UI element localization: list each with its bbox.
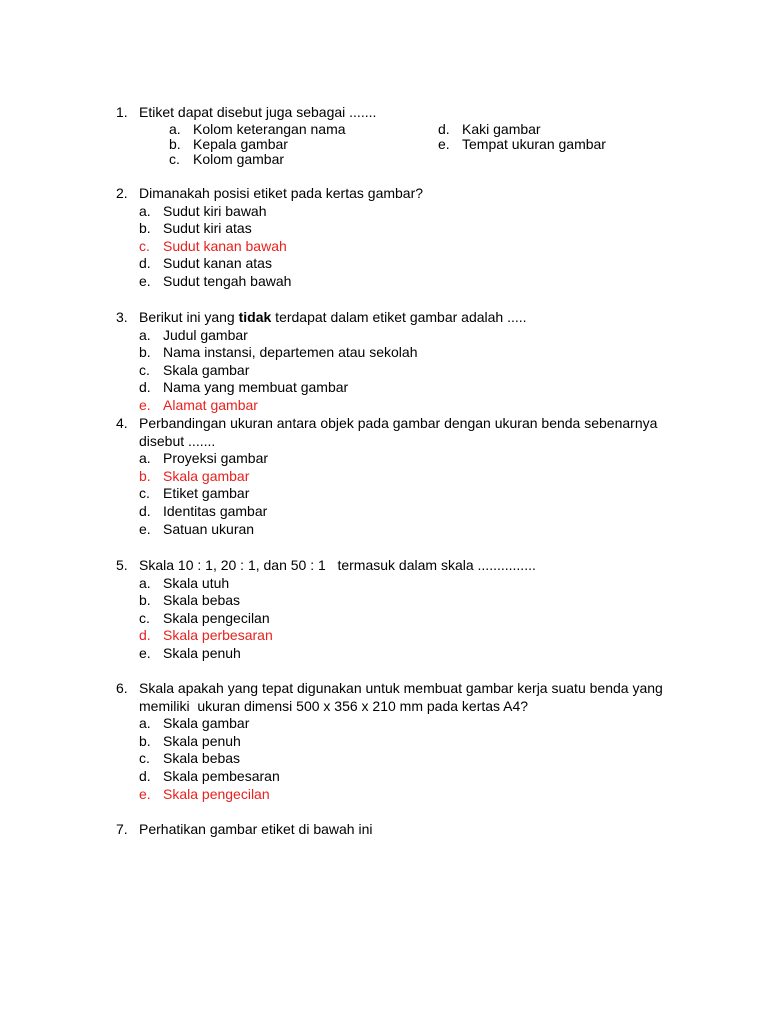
option-text: Skala pengecilan (163, 609, 270, 626)
option-text: Satuan ukuran (163, 520, 255, 537)
option-text: Etiket gambar (163, 485, 250, 502)
question-number: 6. (116, 680, 128, 696)
option-item (438, 122, 606, 137)
option-item (139, 203, 716, 221)
option-text: Sudut kiri bawah (163, 202, 267, 219)
option-letter: d. (438, 120, 450, 137)
option-item-correct (139, 786, 716, 804)
question-number: 2. (116, 185, 128, 201)
option-letter: b. (169, 135, 181, 152)
option-letter: d. (139, 627, 151, 644)
question-5 (116, 557, 716, 663)
option-item (139, 255, 716, 273)
question-text-line: Perbandingan ukuran antara objek pada gambar dengan ukuran benda sebenarnya (139, 415, 658, 431)
option-letter: c. (139, 361, 150, 378)
question-text: Perhatikan gambar etiket di bawah ini (139, 821, 373, 837)
option-letter: e. (139, 520, 151, 537)
question-text (139, 415, 716, 450)
option-text: Skala penuh (163, 644, 241, 661)
option-letter: e. (139, 644, 151, 661)
option-item (139, 715, 716, 733)
option-item (139, 485, 716, 503)
option-text: Sudut tengah bawah (163, 272, 292, 289)
question-number: 4. (116, 415, 128, 431)
option-text: Skala penuh (163, 732, 241, 749)
option-item (139, 220, 716, 238)
option-text: Nama yang membuat gambar (163, 379, 349, 396)
option-letter: d. (139, 767, 151, 784)
option-text: Skala utuh (163, 574, 230, 591)
option-text: Skala bebas (163, 750, 241, 767)
option-item (139, 768, 716, 786)
option-letter: c. (139, 485, 150, 502)
option-letter: a. (139, 715, 151, 732)
question-text-line: memiliki ukuran dimensi 500 x 356 x 210 mm pada kertas A4? (139, 697, 529, 714)
question-text: Dimanakah posisi etiket pada kertas gambar? (139, 185, 424, 201)
option-letter: a. (139, 326, 151, 343)
option-item (438, 137, 606, 152)
option-letter: e. (139, 272, 151, 289)
option-item-correct (139, 627, 716, 645)
question-text-line: Skala apakah yang tepat digunakan untuk membuat gambar kerja suatu benda yang (139, 680, 663, 696)
option-text: Skala bebas (163, 592, 241, 609)
option-item (139, 503, 716, 521)
option-text: Kolom keterangan nama (193, 120, 346, 137)
option-item (139, 344, 716, 362)
option-list (139, 715, 716, 803)
question-text-part: terdapat dalam etiket gambar adalah ..... (271, 309, 527, 325)
option-letter: e. (139, 785, 151, 802)
option-letter: b. (139, 344, 151, 361)
option-letter: b. (139, 592, 151, 609)
option-letter: a. (139, 450, 151, 467)
question-text-emphasis: tidak (238, 309, 272, 325)
option-letter: e. (438, 135, 450, 152)
question-6 (116, 680, 716, 803)
option-list (139, 327, 716, 415)
option-letter: c. (139, 609, 150, 626)
option-text: Skala gambar (163, 467, 250, 484)
option-item (139, 450, 716, 468)
option-text: Skala gambar (163, 361, 250, 378)
option-text: Skala pengecilan (163, 785, 270, 802)
option-list (139, 203, 716, 291)
question-7 (116, 821, 716, 839)
option-text: Alamat gambar (163, 396, 258, 413)
question-number: 7. (116, 821, 128, 837)
option-letter: c. (169, 151, 180, 168)
question-text (139, 309, 716, 327)
option-text: Nama instansi, departemen atau sekolah (163, 344, 418, 361)
option-item-correct (139, 238, 716, 256)
option-item-correct (139, 468, 716, 486)
option-letter: d. (139, 379, 151, 396)
option-column-right (438, 122, 606, 153)
option-text: Proyeksi gambar (163, 450, 269, 467)
option-letter: a. (139, 574, 151, 591)
option-letter: b. (139, 732, 151, 749)
option-item (139, 645, 716, 663)
option-text: Kaki gambar (462, 120, 541, 137)
option-item (139, 575, 716, 593)
option-item (139, 327, 716, 345)
option-letter: b. (139, 220, 151, 237)
option-letter: c. (139, 750, 150, 767)
option-item (139, 521, 716, 539)
option-letter: d. (139, 502, 151, 519)
question-3 (116, 309, 716, 415)
option-item (139, 610, 716, 628)
option-text: Sudut kanan bawah (163, 237, 287, 254)
option-item (139, 273, 716, 291)
option-item (169, 122, 346, 137)
option-text: Kolom gambar (193, 151, 285, 168)
option-letter: a. (169, 120, 181, 137)
option-column-left (169, 122, 346, 168)
option-text: Tempat ukuran gambar (462, 135, 606, 152)
option-list (116, 122, 716, 175)
option-text: Kepala gambar (193, 135, 288, 152)
option-letter: c. (139, 237, 150, 254)
question-2 (116, 185, 716, 291)
question-number: 5. (116, 557, 128, 573)
question-text-part: Berikut ini yang (139, 309, 239, 325)
option-list (139, 575, 716, 663)
question-text: Skala 10 : 1, 20 : 1, dan 50 : 1 termasuk dalam skala ............... (139, 557, 536, 573)
question-number: 3. (116, 309, 128, 325)
option-letter: a. (139, 202, 151, 219)
option-item (139, 379, 716, 397)
option-letter: e. (139, 396, 151, 413)
option-item (139, 750, 716, 768)
question-text (139, 680, 716, 715)
option-text: Sudut kiri atas (163, 220, 252, 237)
question-number: 1. (116, 104, 128, 120)
option-item (169, 152, 346, 167)
option-text: Skala perbesaran (163, 627, 273, 644)
option-item-correct (139, 397, 716, 415)
option-item (169, 137, 346, 152)
option-letter: b. (139, 467, 151, 484)
option-letter: d. (139, 255, 151, 272)
option-text: Judul gambar (163, 326, 248, 343)
question-4 (116, 415, 716, 538)
option-list (139, 450, 716, 538)
option-text: Skala pembesaran (163, 767, 280, 784)
question-1 (116, 104, 716, 175)
option-text: Sudut kanan atas (163, 255, 272, 272)
question-text-line: disebut ....... (139, 432, 216, 449)
option-text: Identitas gambar (163, 502, 268, 519)
option-text: Skala gambar (163, 715, 250, 732)
option-item (139, 592, 716, 610)
option-item (139, 362, 716, 380)
question-text: Etiket dapat disebut juga sebagai ....... (139, 104, 377, 120)
option-item (139, 733, 716, 751)
